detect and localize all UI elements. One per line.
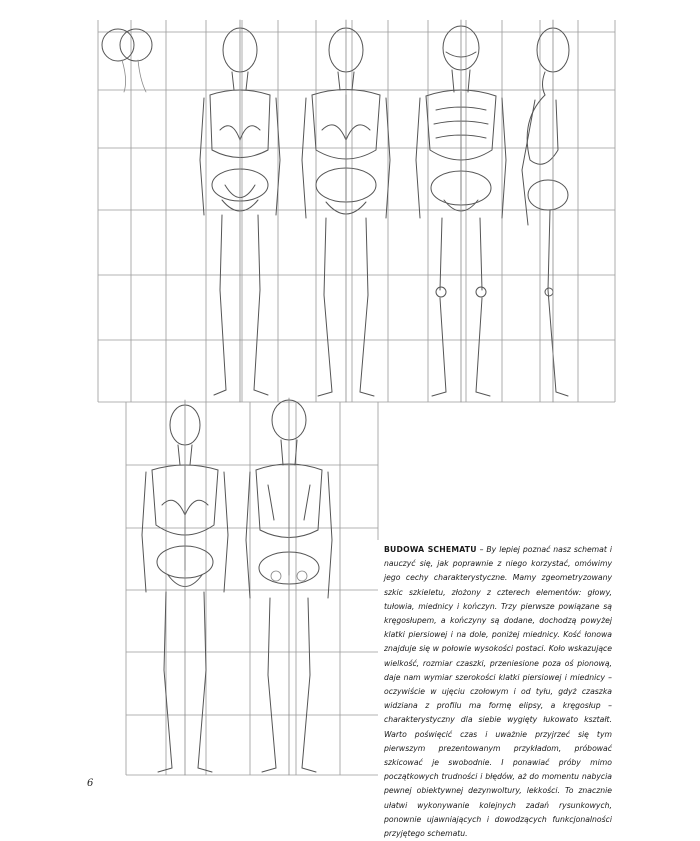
caption-heading: BUDOWA SCHEMATU	[384, 545, 477, 554]
proportion-grid-bottom	[126, 402, 378, 775]
caption-body: – By lepiej poznać nasz schemat i nauczyć się, jak poprawnie z niego korzystać, omówimy jego cechy charakterystyczne. Mamy zgeometryzowany szkic szkieletu, złożony z czterech elementów: głowy, tułowia, miednicy i kończyn. Trzy pierwsze powiązane są kręgosłupem, a kończyny są dodane, dochodzą powyżej klatki piersiowej i na dole, poniżej miednicy. Kość łonowa znajduje się w połowie wysokości postaci. Koło wskazujące wielkość, rozmiar czaszki, przeniesione poza oś pionową, daje nam wymiar szerokości klatki piersiowej i miednicy – oczywiście w ujęciu czołowym i od tyłu, gdyż czaszka widziana z profilu ma formę elipsy, a kręgosłup – charakterystyczny dla siebie wygięty łukowato kształt. Warto poświęcić czas i uważnie przyjrzeć się tym pierwszym prezentowanym przykładom, próbować szkicować je swobodnie. I ponawiać próby mimo początkowych trudności i błędów, aż do momentu nabycia pewnej obiektywnej dezynwoltury, lekkości. To znacznie ułatwi wykonywanie kolejnych zadań rysunkowych, ponownie ujawniających i dowodzących funkcjonalności przyjętego schematu.	[384, 545, 612, 839]
figure-front-scheme	[200, 20, 280, 402]
figure-lower-front	[142, 400, 228, 775]
figure-front-skeleton	[416, 20, 506, 402]
caption-text	[384, 543, 612, 841]
head-circles-sketch	[102, 29, 152, 92]
figure-back-view	[246, 398, 332, 775]
figure-front-ribcage	[302, 20, 390, 402]
page-number: 6	[87, 778, 94, 789]
figure-side-profile	[522, 20, 569, 402]
